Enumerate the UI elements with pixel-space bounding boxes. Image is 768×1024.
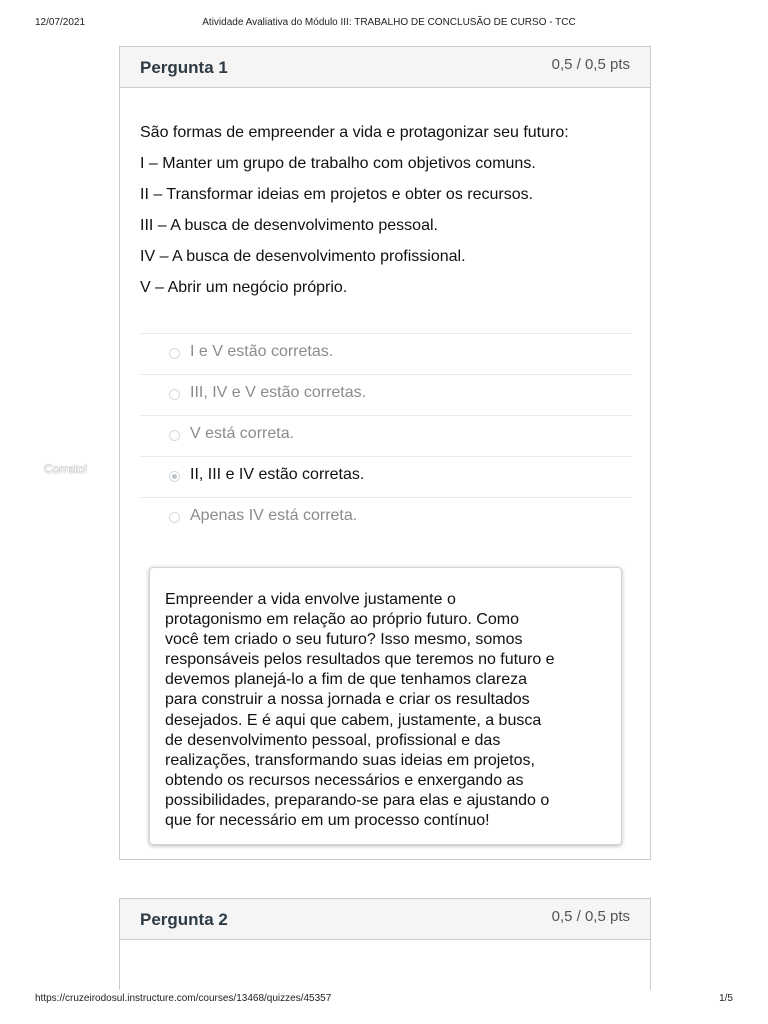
print-header <box>0 17 768 31</box>
radio-unselected-icon[interactable] <box>169 389 180 400</box>
print-footer <box>0 993 768 1007</box>
comment-line: devemos planejá-lo a fim de que tenhamos clareza <box>165 671 527 689</box>
comment-line: realizações, transformando suas ideias em projetos, <box>165 751 535 769</box>
comment-line: você tem criado o seu futuro? Isso mesmo, somos <box>165 631 523 649</box>
question-title: Pergunta 1 <box>140 58 228 77</box>
comment-line: possibilidades, preparando-se para elas e ajustando o <box>165 791 550 809</box>
answer-option-selected[interactable] <box>140 456 632 497</box>
comment-line: de desenvolvimento pessoal, profissional e das <box>165 731 501 749</box>
comment-line: desejados. E é aqui que cabem, justamente, a busca <box>165 711 542 729</box>
comment-line: Empreender a vida envolve justamente o <box>165 591 456 608</box>
answer-label: V está correta. <box>190 425 295 442</box>
answer-label: II, III e IV estão corretas. <box>190 466 365 483</box>
question-title: Pergunta 2 <box>140 910 228 929</box>
answer-option[interactable] <box>140 415 632 456</box>
question-text-line: I – Manter um grupo de trabalho com objetivos comuns. <box>140 155 536 172</box>
comment-line: para construir a nossa jornada e criar os resultados <box>165 691 530 709</box>
radio-unselected-icon[interactable] <box>169 430 180 441</box>
print-url: https://cruzeirodosul.instructure.com/courses/13468/quizzes/45357 <box>35 993 332 1004</box>
print-date: 12/07/2021 <box>35 17 86 28</box>
question-text-line: III – A busca de desenvolvimento pessoal. <box>140 217 438 234</box>
question-text-line: II – Transformar ideias em projetos e obter os recursos. <box>140 186 534 203</box>
question-points: 0,5 / 0,5 pts <box>551 56 630 73</box>
question-points: 0,5 / 0,5 pts <box>551 908 630 925</box>
question-header <box>120 899 650 940</box>
answer-label: III, IV e V estão corretas. <box>190 384 367 401</box>
question-text <box>140 123 640 309</box>
answer-label: I e V estão corretas. <box>190 343 334 360</box>
answer-label: Apenas IV está correta. <box>190 507 358 524</box>
answer-option[interactable] <box>140 497 632 538</box>
comment-line: protagonismo em relação ao próprio futuro. Como <box>165 611 519 629</box>
answer-option[interactable] <box>140 333 632 374</box>
comment-line: obtendo os recursos necessários e enxergando as <box>165 771 524 789</box>
answer-option[interactable] <box>140 374 632 415</box>
answer-comment-box <box>149 567 622 845</box>
question-text-line: São formas de empreender a vida e protagonizar seu futuro: <box>140 124 569 141</box>
question-text-line: V – Abrir um negócio próprio. <box>140 279 348 296</box>
radio-unselected-icon[interactable] <box>169 348 180 359</box>
print-page-number: 1/5 <box>719 993 733 1004</box>
answer-comment <box>165 590 607 831</box>
question-card-2 <box>119 898 651 990</box>
answer-list <box>140 333 632 538</box>
print-page-title: Atividade Avaliativa do Módulo III: TRABALHO DE CONCLUSÃO DE CURSO - TCC <box>202 17 576 28</box>
question-text-line: IV – A busca de desenvolvimento profissional. <box>140 248 466 265</box>
radio-selected-icon[interactable] <box>169 471 180 482</box>
correct-flag: Correto! <box>44 462 88 476</box>
comment-line: responsáveis pelos resultados que teremos no futuro e <box>165 651 555 669</box>
question-card-1 <box>119 46 651 860</box>
question-header <box>120 47 650 88</box>
radio-unselected-icon[interactable] <box>169 512 180 523</box>
comment-line: que for necessário em um processo contínuo! <box>165 812 490 830</box>
